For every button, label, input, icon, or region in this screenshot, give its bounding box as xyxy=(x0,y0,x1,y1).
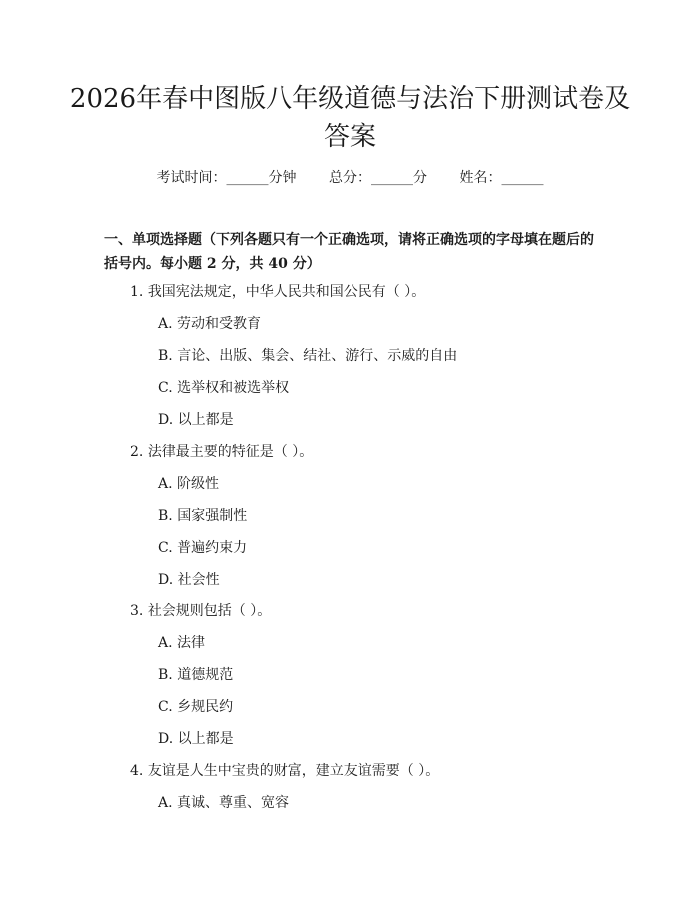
option-letter: D. xyxy=(158,572,174,588)
option-text: 社会性 xyxy=(177,572,220,588)
question-text: 法律最主要的特征是（ ）。 xyxy=(147,444,314,460)
option-text: 以上都是 xyxy=(177,412,234,428)
question-1 xyxy=(130,282,425,302)
option-3-d xyxy=(158,729,234,749)
option-letter: D. xyxy=(158,731,174,747)
question-number: 1. xyxy=(130,284,144,300)
option-letter: B. xyxy=(158,667,173,683)
option-2-b xyxy=(158,506,247,526)
option-letter: A. xyxy=(158,476,173,492)
option-text: 真诚、尊重、宽容 xyxy=(177,795,290,811)
option-4-a xyxy=(158,793,289,813)
option-text: 阶级性 xyxy=(177,476,220,492)
option-text: 道德规范 xyxy=(177,667,234,683)
question-text: 友谊是人生中宝贵的财富，建立友谊需要（ ）。 xyxy=(147,763,440,779)
total-score-label: 总分：______分 xyxy=(329,170,427,186)
option-letter: B. xyxy=(158,508,173,524)
option-letter: C. xyxy=(158,380,173,396)
option-letter: C. xyxy=(158,699,173,715)
option-1-b xyxy=(158,346,457,366)
option-text: 劳动和受教育 xyxy=(177,316,262,332)
exam-time-label: 考试时间：______分钟 xyxy=(156,170,297,186)
question-text: 我国宪法规定，中华人民共和国公民有（ ）。 xyxy=(147,284,426,300)
section-heading-single-choice: 一、单项选择题（下列各题只有一个正确选项，请将正确选项的字母填在题后的括号内。每小题 2 分，共 40 分） xyxy=(104,232,594,272)
question-2 xyxy=(130,442,313,462)
document-title: 2026年春中图版八年级道德与法治下册测试卷及答案 xyxy=(69,84,631,152)
option-letter: B. xyxy=(158,348,173,364)
question-number: 4. xyxy=(130,763,144,779)
question-3 xyxy=(130,601,271,621)
option-text: 乡规民约 xyxy=(177,699,234,715)
question-text: 社会规则包括（ ）。 xyxy=(147,603,272,619)
option-text: 言论、出版、集会、结社、游行、示威的自由 xyxy=(177,348,458,364)
option-letter: A. xyxy=(158,795,173,811)
option-letter: A. xyxy=(158,635,173,651)
option-2-c xyxy=(158,538,247,558)
option-2-a xyxy=(158,474,219,494)
option-3-c xyxy=(158,697,233,717)
option-2-d xyxy=(158,570,220,590)
option-1-c xyxy=(158,378,289,398)
option-text: 国家强制性 xyxy=(177,508,248,524)
option-1-d xyxy=(158,410,234,430)
option-3-a xyxy=(158,633,205,653)
option-1-a xyxy=(158,314,261,334)
exam-info-line xyxy=(0,168,700,188)
option-letter: D. xyxy=(158,412,174,428)
question-4 xyxy=(130,761,439,781)
question-number: 2. xyxy=(130,444,144,460)
option-3-b xyxy=(158,665,233,685)
option-text: 普遍约束力 xyxy=(177,540,248,556)
option-letter: C. xyxy=(158,540,173,556)
question-number: 3. xyxy=(130,603,144,619)
option-text: 以上都是 xyxy=(177,731,234,747)
option-text: 法律 xyxy=(177,635,206,651)
option-text: 选举权和被选举权 xyxy=(177,380,290,396)
option-letter: A. xyxy=(158,316,173,332)
student-name-label: 姓名：______ xyxy=(459,170,544,186)
